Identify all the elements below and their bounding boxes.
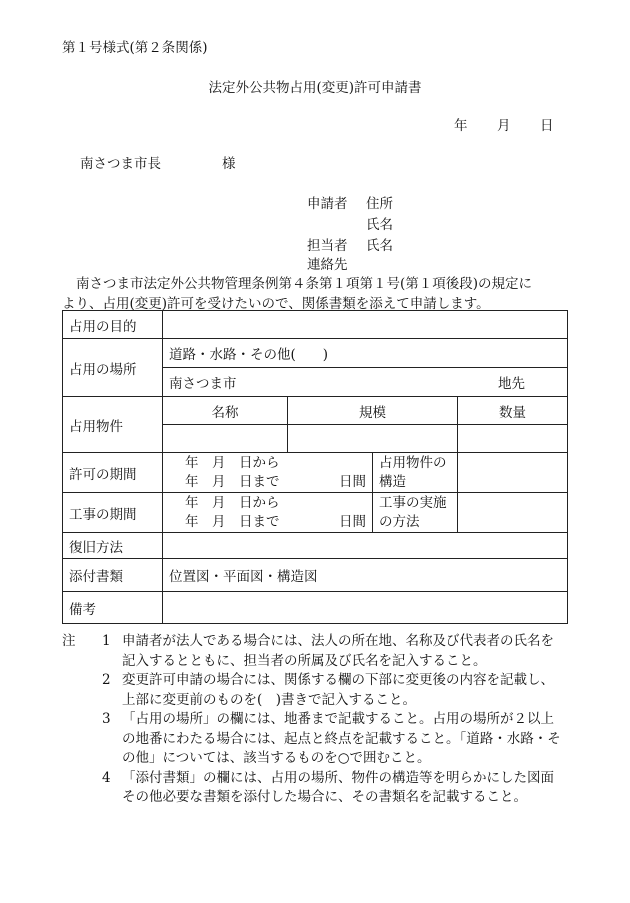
- work-method-label: 工事の実施の方法: [373, 493, 458, 533]
- document-title: 法定外公共物占用(変更)許可申請書: [208, 80, 422, 96]
- work-period-field[interactable]: [163, 493, 373, 533]
- objects-name-field[interactable]: [163, 425, 288, 453]
- body-text-line1: 南さつま市法定外公共物管理条例第４条第１項第１号(第１項後段)の規定に: [76, 276, 533, 292]
- contact-person-name-label: 氏名: [366, 238, 393, 254]
- permit-until: 年 月 日まで: [185, 473, 280, 490]
- remarks-field[interactable]: [163, 592, 568, 624]
- note-item: [62, 632, 567, 671]
- work-method-field[interactable]: [458, 493, 568, 533]
- contact-phone-label: 連絡先: [307, 257, 348, 273]
- restore-label: 復旧方法: [63, 533, 163, 559]
- purpose-label: 占用の目的: [63, 311, 163, 339]
- note-text: 申請者が法人である場合には、法人の所在地、名称及び代表者の氏名を記入するとともに、担当者の所属及び氏名を記入すること。: [122, 633, 554, 669]
- note-number: 3: [102, 711, 111, 727]
- objects-scale-field[interactable]: [288, 425, 458, 453]
- date-month: 月: [497, 118, 511, 134]
- notes: [62, 632, 567, 808]
- notes-head: 注: [62, 633, 76, 649]
- place-type-field[interactable]: 道路・水路・その他( ): [163, 339, 568, 368]
- purpose-field[interactable]: [163, 311, 568, 339]
- note-item: [62, 769, 567, 808]
- remarks-label: 備考: [63, 592, 163, 624]
- application-table: [62, 310, 568, 624]
- place-city: 南さつま市: [169, 376, 237, 392]
- attachments-field[interactable]: 位置図・平面図・構造図: [163, 559, 568, 592]
- attachments-label: 添付書類: [63, 559, 163, 592]
- body-text-line2: より、占用(変更)許可を受けたいので、関係書類を添えて申請します。: [62, 296, 490, 312]
- work-days: 日間: [339, 513, 366, 530]
- permit-days: 日間: [339, 473, 366, 490]
- objects-quantity-field[interactable]: [458, 425, 568, 453]
- note-text: 「添付書類」の欄には、占用の場所、物件の構造等を明らかにした図面その他必要な書類を添付した場合に、その書類名を記載すること。: [122, 769, 554, 805]
- addressee-honorific: 様: [222, 156, 236, 172]
- note-number: 1: [102, 633, 111, 649]
- contact-person-label: 担当者: [307, 238, 348, 254]
- place-address-field[interactable]: [163, 368, 568, 397]
- note-text: 「占用の場所」の欄には、地番まで記載すること。占用の場所が２以上の地番にわたる場合には、起点と終点を記載すること。「道路・水路・その他」については、該当するものを○で囲むこと。: [122, 711, 561, 766]
- date-day: 日: [540, 118, 554, 134]
- work-from: 年 月 日から: [185, 494, 280, 511]
- place-suffix: 地先: [498, 376, 525, 392]
- structure-field[interactable]: [458, 453, 568, 493]
- place-label: 占用の場所: [63, 339, 163, 397]
- objects-label: 占用物件: [63, 397, 163, 453]
- restore-field[interactable]: [163, 533, 568, 559]
- note-text: 変更許可申請の場合には、関係する欄の下部に変更後の内容を記載し、上部に変更前のものを( )書きで記入すること。: [122, 672, 554, 708]
- note-item: [62, 710, 567, 769]
- objects-scale-header: 規模: [288, 397, 458, 425]
- permit-period-field[interactable]: [163, 453, 373, 493]
- permit-from: 年 月 日から: [185, 454, 280, 471]
- applicant-address-label: 住所: [366, 196, 393, 212]
- note-number: 4: [102, 769, 111, 786]
- form-number: 第１号様式(第２条関係): [62, 40, 208, 56]
- addressee: 南さつま市長: [80, 156, 161, 172]
- work-until: 年 月 日まで: [185, 513, 280, 530]
- date-year: 年: [454, 118, 468, 134]
- permit-period-label: 許可の期間: [63, 453, 163, 493]
- objects-name-header: 名称: [163, 397, 288, 425]
- objects-quantity-header: 数量: [458, 397, 568, 425]
- note-number: 2: [102, 672, 111, 688]
- note-item: [62, 671, 567, 710]
- work-period-label: 工事の期間: [63, 493, 163, 533]
- applicant-name-label: 氏名: [366, 217, 393, 233]
- structure-label: 占用物件の構造: [373, 453, 458, 493]
- applicant-label: 申請者: [307, 196, 348, 212]
